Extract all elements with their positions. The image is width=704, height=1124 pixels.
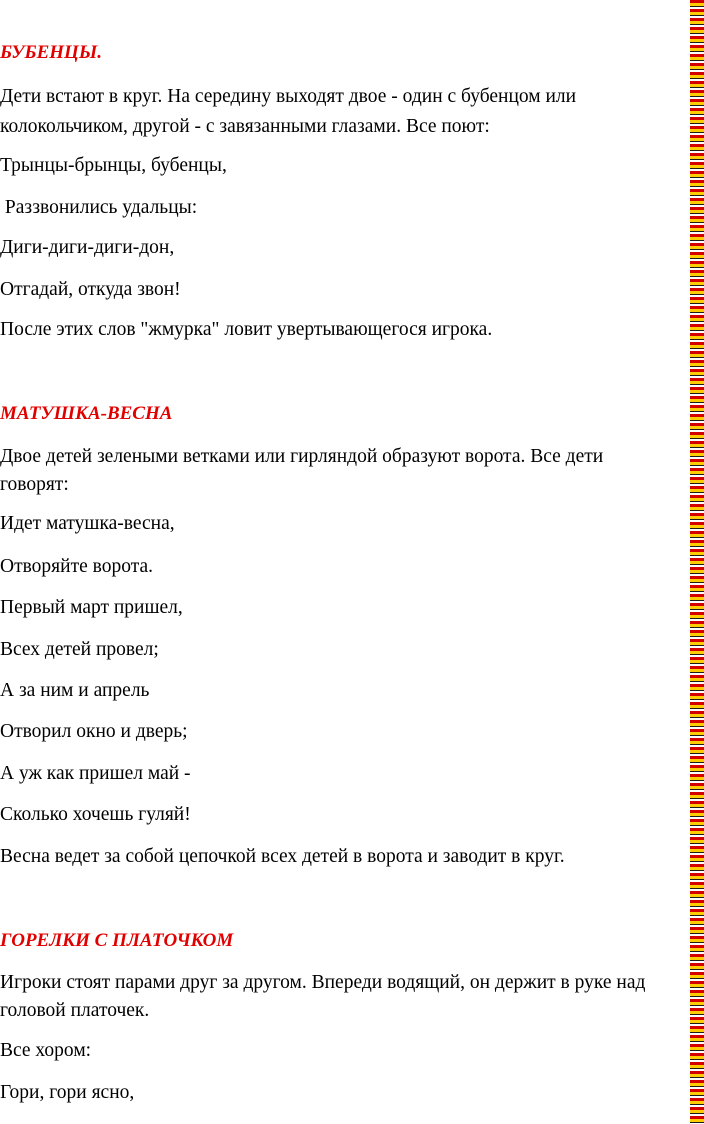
verse-line: А уж как пришел май - <box>0 763 191 784</box>
verse-line: А за ним и апрель <box>0 680 150 701</box>
verse-line: Сколько хочешь гуляй! <box>0 804 191 825</box>
paragraph-line: Весна ведет за собой цепочкой всех детей в ворота и заводит в круг. <box>0 846 565 867</box>
paragraph-line: головой платочек. <box>0 1000 150 1021</box>
verse-line: Всех детей провел; <box>0 639 159 660</box>
paragraph-line: колокольчиком, другой - с завязанными глазами. Все поют: <box>0 116 490 137</box>
paragraph-line: Дети встают в круг. На середину выходят двое - один с бубенцом или <box>0 86 577 107</box>
verse-line: Первый март пришел, <box>0 597 183 618</box>
paragraph-line: говорят: <box>0 474 69 495</box>
verse-line: Трынцы-брынцы, бубенцы, <box>0 155 227 176</box>
section-title-matushka-vesna: МАТУШКА-ВЕСНА <box>0 403 173 424</box>
verse-line: Диги-диги-диги-дон, <box>0 237 175 258</box>
paragraph-line: Все хором: <box>0 1040 92 1061</box>
verse-line: Отворяйте ворота. <box>0 556 153 577</box>
decorative-page-border <box>690 0 704 1124</box>
verse-line: Идет матушка-весна, <box>0 513 175 534</box>
paragraph-line: Двое детей зелеными ветками или гирляндой образуют ворота. Все дети <box>0 446 604 467</box>
verse-line: Раззвонились удальцы: <box>0 197 198 218</box>
section-title-gorelki: ГОРЕЛКИ С ПЛАТОЧКОМ <box>0 930 234 951</box>
verse-line: Гори, гори ясно, <box>0 1082 135 1103</box>
verse-line: Отворил окно и дверь; <box>0 721 188 742</box>
paragraph-line: Игроки стоят парами друг за другом. Впереди водящий, он держит в руке над <box>0 972 646 993</box>
verse-line: Отгадай, откуда звон! <box>0 279 181 300</box>
section-title-bubentsy: БУБЕНЦЫ. <box>0 42 102 63</box>
paragraph-line: После этих слов "жмурка" ловит увертывающегося игрока. <box>0 319 493 340</box>
